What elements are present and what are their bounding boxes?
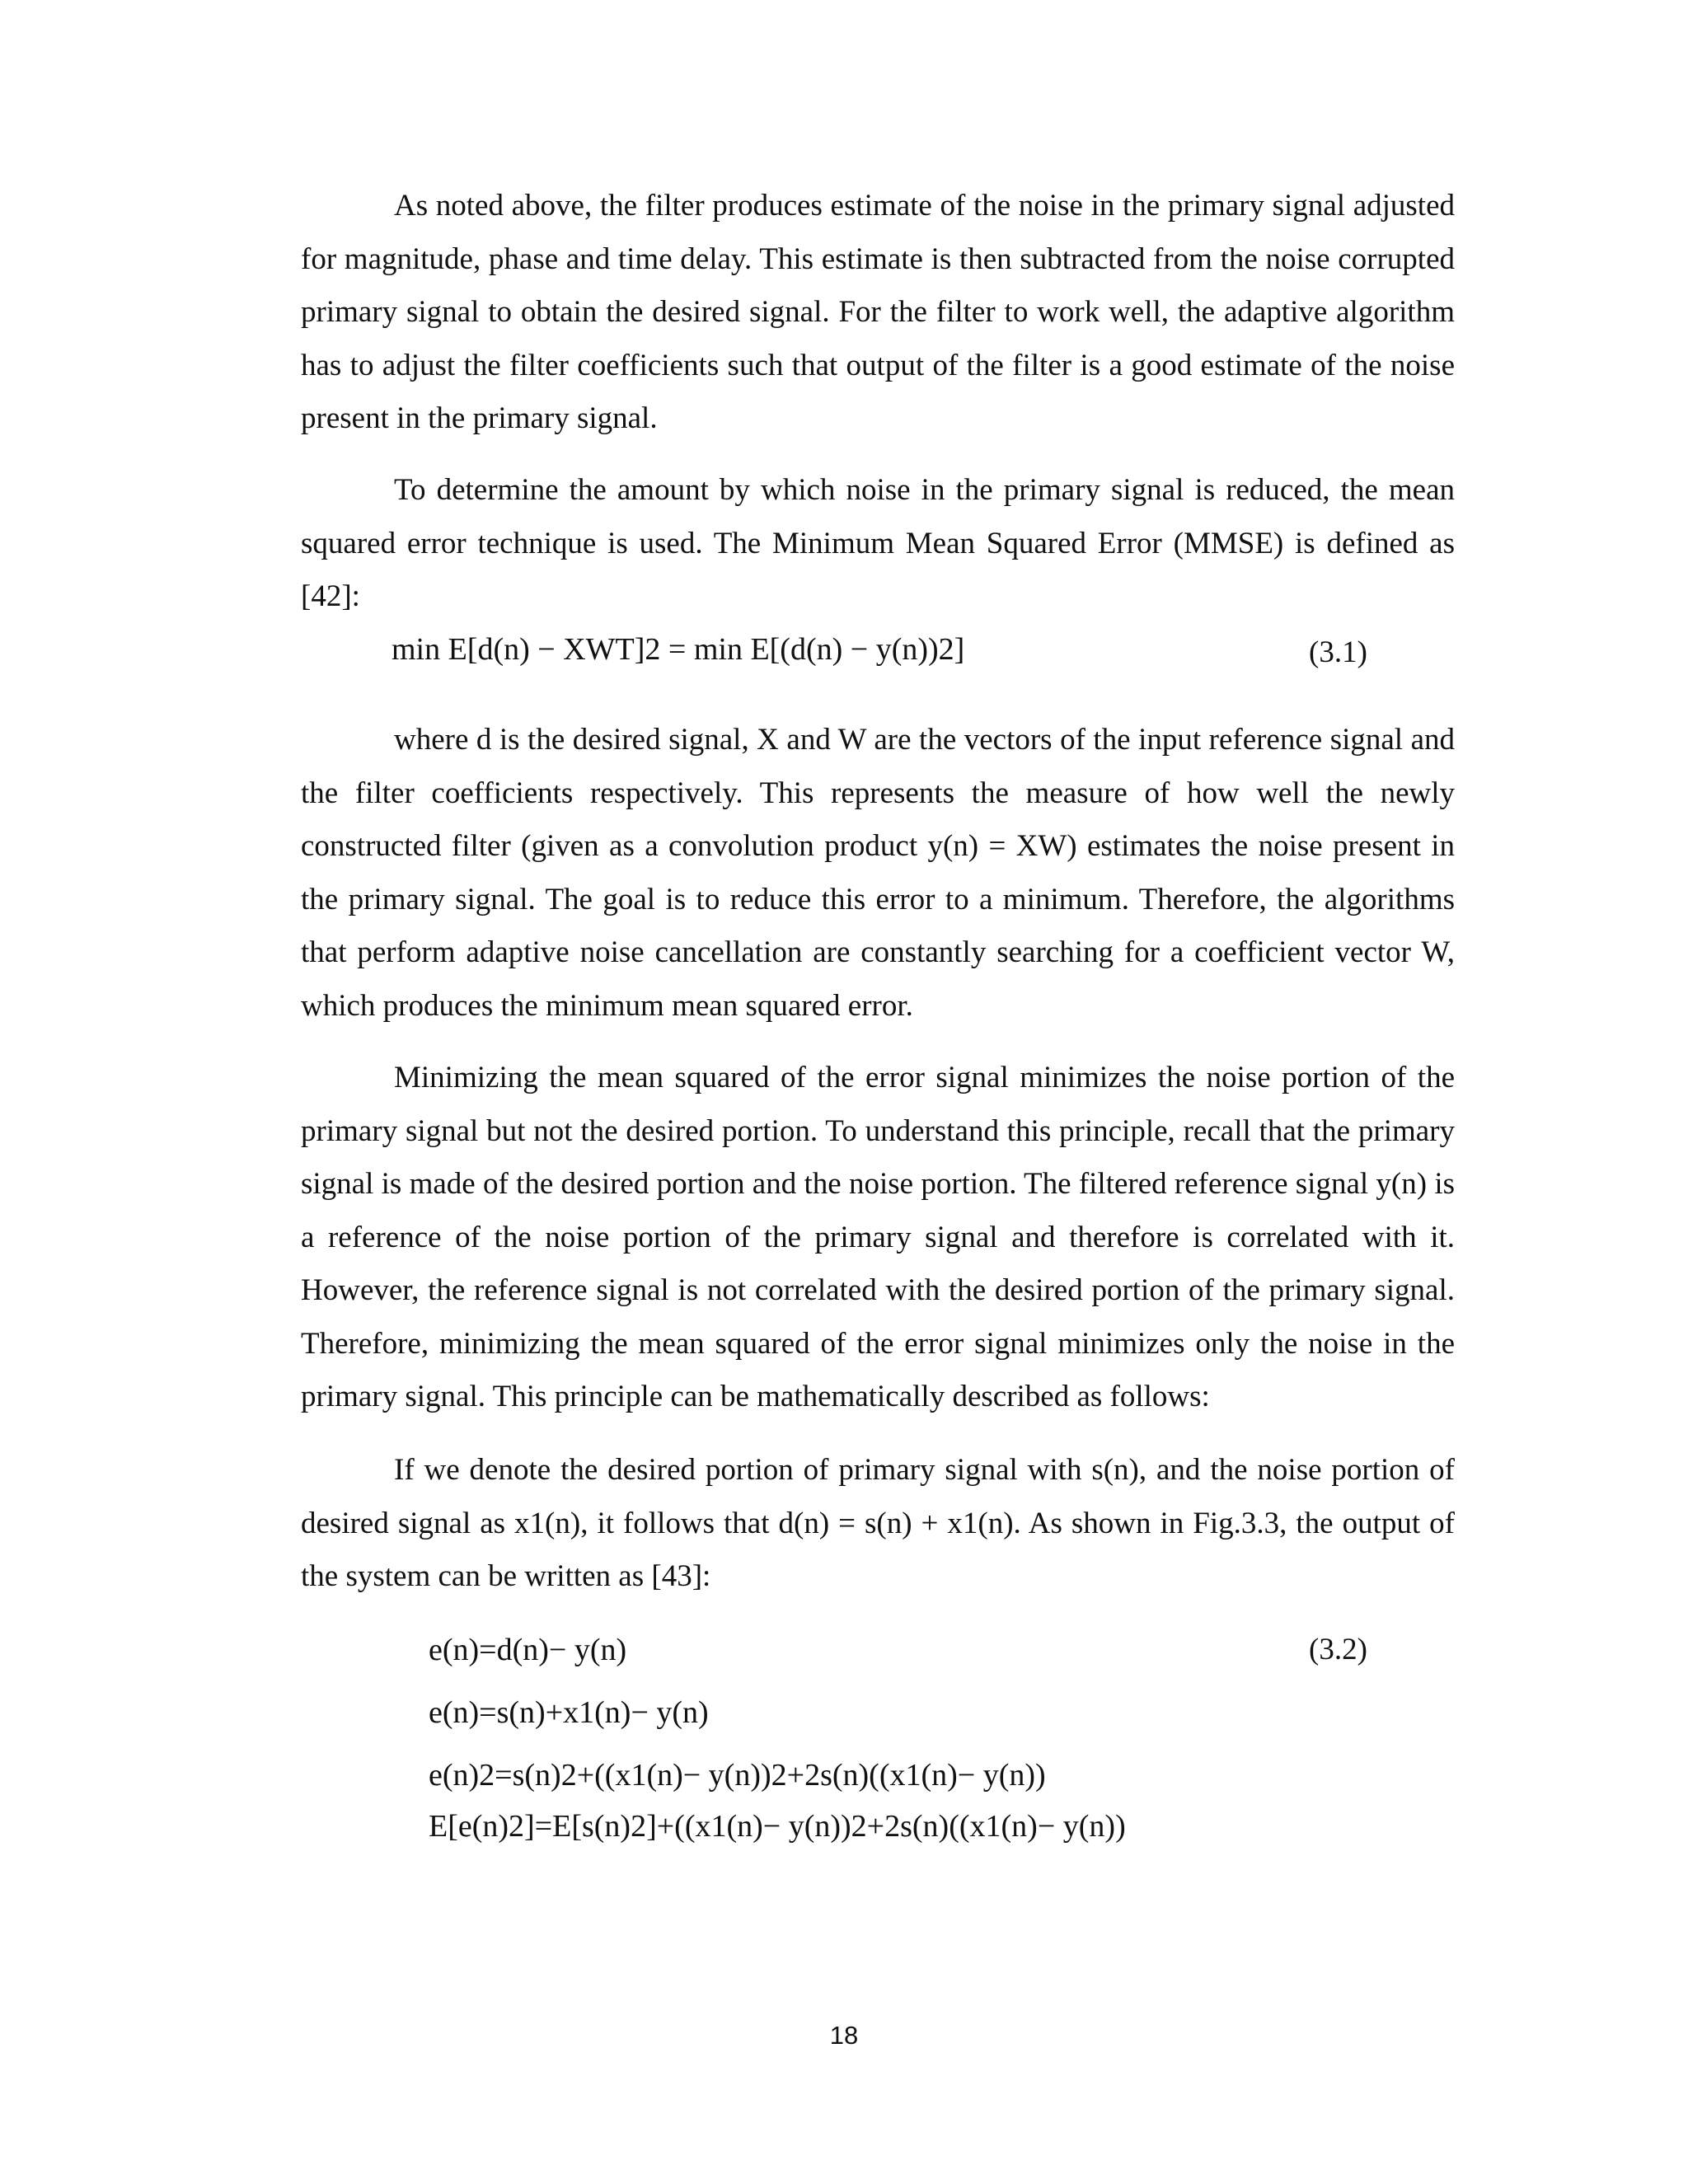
- paragraph-text: where d is the desired signal, X and W are the vectors of the input reference signal and the filter coefficients respectively. This represents the measure of how well the newly constructed filter (given as a convolution product y(n) = XW) estimates the noise present in the primary signal. The goal is to reduce this error to a minimum. Therefore, the algorithms that perform adaptive noise cancellation are constantly searching for a coefficient vector W, which produces the minimum mean squared error.: [301, 723, 1455, 1023]
- equation-text: e(n)=d(n)− y(n): [429, 1633, 627, 1667]
- paragraph-text: To determine the amount by which noise in the primary signal is reduced, the mean squared error technique is used. The Minimum Mean Squared Error (MMSE) is defined as [42]:: [301, 473, 1455, 613]
- paragraph-3: [301, 714, 1455, 1033]
- equation-3-2-line-3: [429, 1757, 1046, 1793]
- equation-3-2-line-4: [429, 1808, 1126, 1844]
- paragraph-2: [301, 464, 1455, 624]
- paragraph-text: As noted above, the filter produces estimate of the noise in the primary signal adjusted for magnitude, phase and time delay. This estimate is then subtracted from the noise corrupted primary signal to obtain the desired signal. For the filter to work well, the adaptive algorithm has to adjust the filter coefficients such that output of the filter is a good estimate of the noise present in the primary signal.: [301, 189, 1455, 435]
- equation-3-2-line-1: [429, 1632, 626, 1668]
- equation-text: E[e(n)2]=E[s(n)2]+((x1(n)− y(n))2+2s(n)((x1(n)− y(n)): [429, 1809, 1126, 1844]
- equation-text: e(n)2=s(n)2+((x1(n)− y(n))2+2s(n)((x1(n)− y(n)): [429, 1758, 1046, 1793]
- paragraph-4: [301, 1052, 1455, 1424]
- equation-number-3-2: (3.2): [1309, 1633, 1367, 1666]
- paragraph-text: If we denote the desired portion of primary signal with s(n), and the noise portion of desired signal as x1(n), it follows that d(n) = s(n) + x1(n). As shown in Fig.3.3, the output of the system can be written as [43]:: [301, 1453, 1455, 1593]
- equation-text: e(n)=s(n)+x1(n)− y(n): [429, 1695, 709, 1730]
- equation-number-3-1: (3.1): [1309, 635, 1367, 669]
- paragraph-1: [301, 180, 1455, 446]
- paragraph-5: [301, 1444, 1455, 1604]
- page-number: 18: [829, 2021, 859, 2050]
- equation-text: min E[d(n) − XWT]2 = min E[(d(n) − y(n))2]: [392, 632, 965, 667]
- equation-3-2-line-2: [429, 1694, 709, 1731]
- paragraph-text: Minimizing the mean squared of the error signal minimizes the noise portion of the primary signal but not the desired portion. To understand this principle, recall that the primary signal is made of the desired portion and the noise portion. The filtered reference signal y(n) is a reference of the noise portion of the primary signal and therefore is correlated with it. However, the reference signal is not correlated with the desired portion of the primary signal. Therefore, minimizing the mean squared of the error signal minimizes only the noise in the primary signal. This principle can be mathematically described as follows:: [301, 1061, 1455, 1413]
- equation-3-1: [392, 631, 964, 668]
